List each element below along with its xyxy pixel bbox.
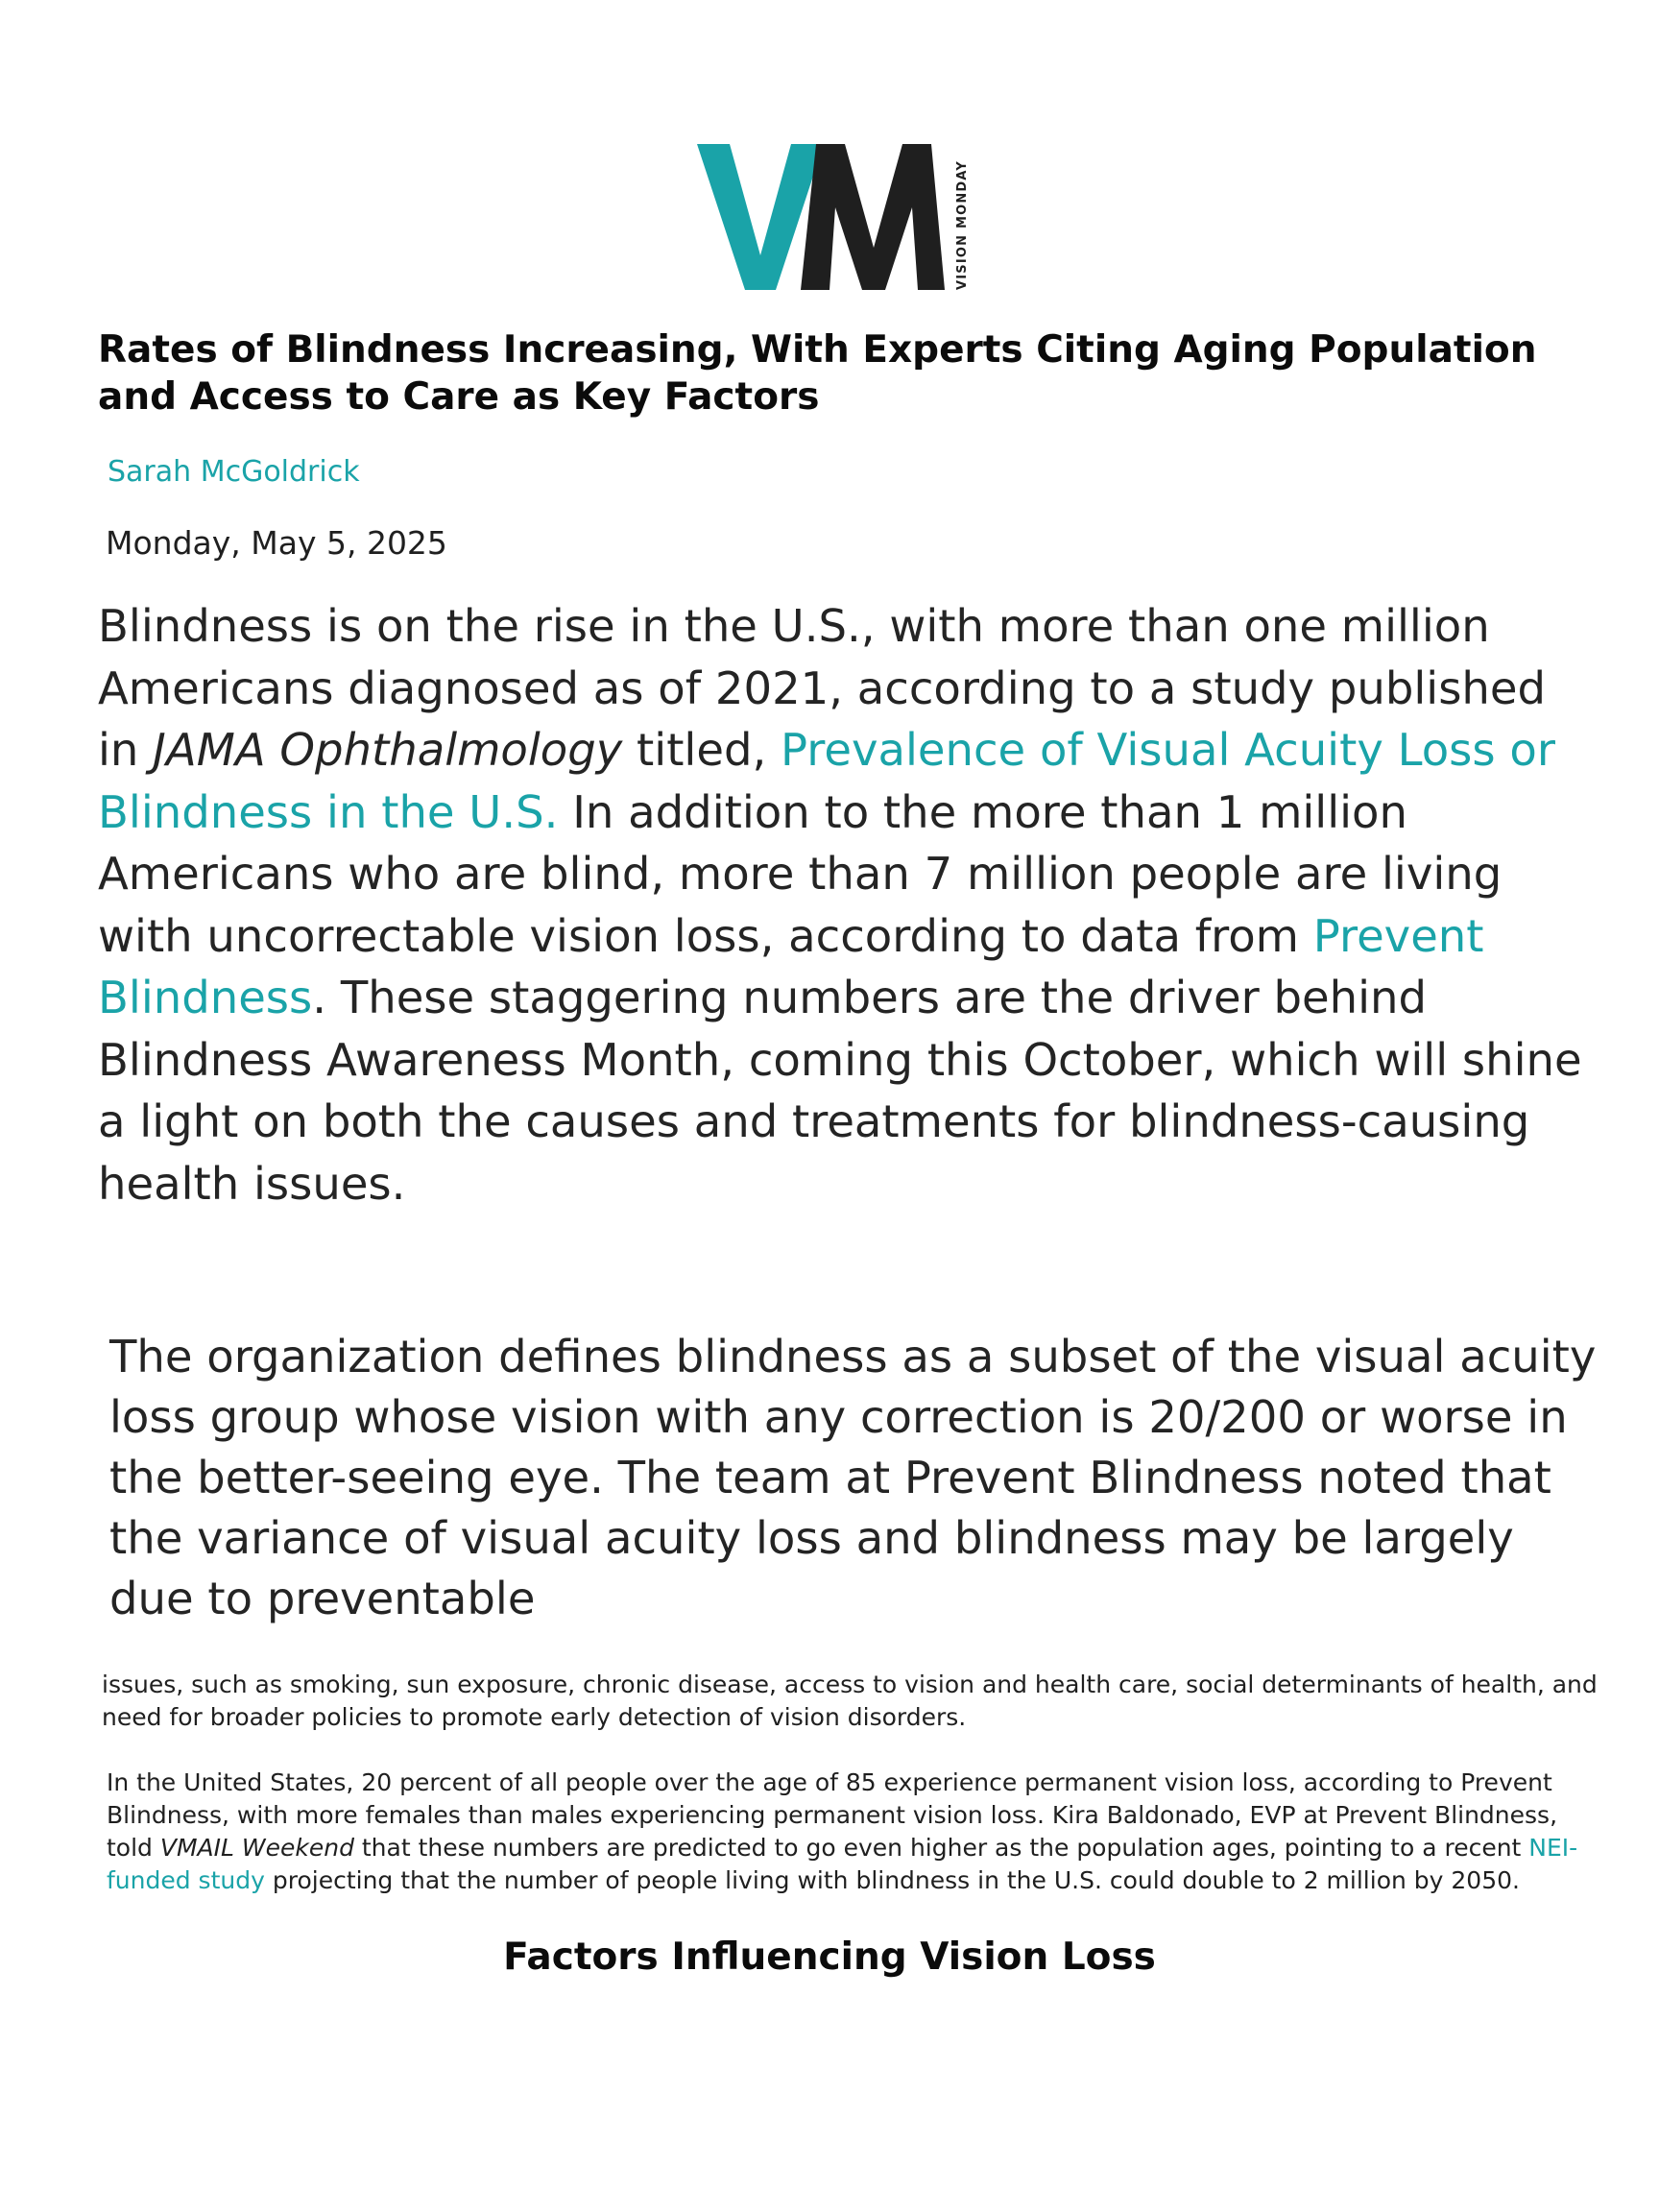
intro-paragraph: Blindness is on the rise in the U.S., with more than one million Americans diagnosed as of 2021, according to a study published in JAMA Ophthalmology titled, Prevalence of Visual Acuity Loss or Blindness in the U.S. In addition to the more than 1 million Americans who are blind, more than 7 million people are living with uncorrectable vision loss, according to data from Prevent Blindness. These staggering numbers are the driver behind Blindness Awareness Month, coming this October, which will shine a light on both the causes and treatments for blindness-causing health issues. — [98, 600, 1582, 1210]
issues-paragraph: issues, such as smoking, sun exposure, chronic disease, access to vision and health care, social determinants of health, and need for broader policies to promote early detection of vision disorders. — [102, 1671, 1598, 1731]
journal-name: JAMA Ophthalmology — [153, 724, 623, 776]
study-link[interactable]: Prevalence of Visual Acuity Loss or Blindness in the U.S. — [98, 724, 1555, 838]
section-heading: Factors Influencing Vision Loss — [503, 1936, 1156, 1979]
nei-study-link[interactable]: NEI-funded study — [107, 1834, 1578, 1894]
logo-tagline: VISION MONDAY — [955, 159, 970, 290]
vision-monday-logo — [697, 142, 975, 294]
publish-date: Monday, May 5, 2025 — [106, 524, 447, 562]
prevent-blindness-link[interactable]: Prevent Blindness — [98, 909, 1484, 1023]
article-title: Rates of Blindness Increasing, With Experts Citing Aging Population and Access to Care as Key Factors — [98, 328, 1537, 419]
publication-name: VMAIL Weekend — [159, 1834, 354, 1862]
author-link[interactable]: Sarah McGoldrick — [108, 455, 360, 489]
logo-letter-m — [801, 144, 945, 290]
statistics-paragraph: In the United States, 20 percent of all people over the age of 85 experience permanent vision loss, according to Prevent Blindness, with more females than males experiencing permanent vision loss. Kira Baldonado, EVP at Prevent Blindness, told VMAIL Weekend that these numbers are predicted to go even higher as the population ages, pointing to a recent NEI-funded study projecting that the number of people living with blindness in the U.S. could double to 2 million by 2050. — [107, 1768, 1578, 1894]
definition-paragraph: The organization defines blindness as a subset of the visual acuity loss group whose vision with any correction is 20/200 or worse in the better-seeing eye. The team at Prevent Blindness noted that the variance of visual acuity loss and blindness may be largely due to preventable — [109, 1331, 1597, 1624]
